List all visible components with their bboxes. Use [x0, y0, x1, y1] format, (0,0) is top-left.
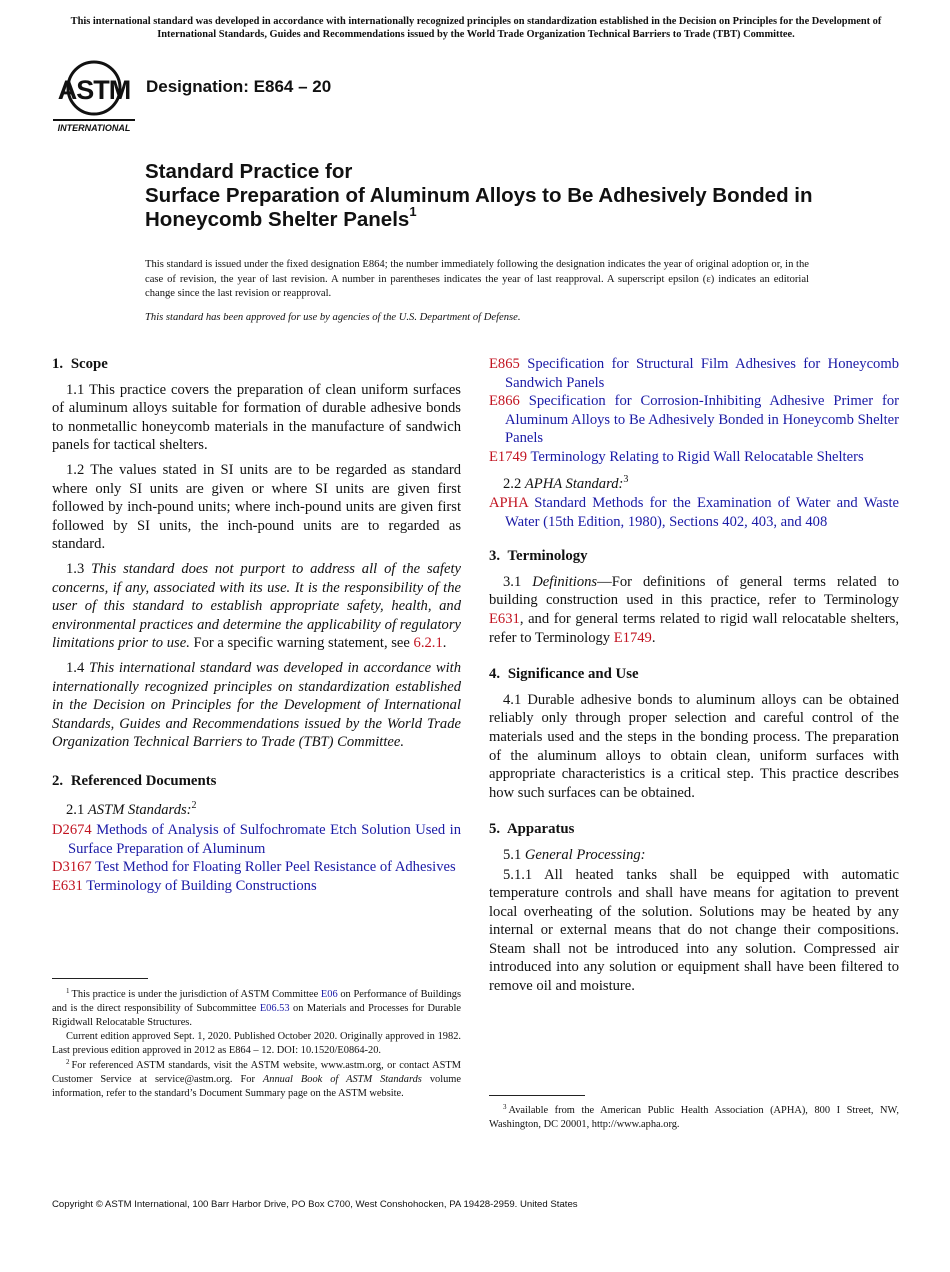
designation-label: Designation: E864 [146, 77, 294, 96]
logo-text: ASTM [57, 75, 131, 105]
section-heading-apparatus: 5. Apparatus [489, 821, 575, 838]
reference-e866[interactable]: E866 Specification for Corrosion-Inhibiting Adhesive Primer for Aluminum Alloys to Be Adhesively Bonded in Honeycomb Shelter Panels [489, 393, 899, 447]
paragraph-1-4: 1.4 This international standard was developed in accordance with internationally recognized principles on standardization established in the Decision on Principles for the Development of International Standards, Guides and Recommendations issued by the World Trade Organization Technical Barriers to Trade (TBT) Committee. [52, 659, 462, 751]
section-heading-significance: 4. Significance and Use [489, 666, 639, 683]
footnotes-right [489, 1104, 899, 1133]
footnotes-left [52, 988, 461, 1101]
approval-note: This standard has been approved for use by agencies of the U.S. Department of Defense. [145, 312, 521, 323]
designation-dash: – [293, 77, 313, 96]
link-6-2-1[interactable]: 6.2.1 [413, 635, 443, 652]
subsection-5-1: 5.1 General Processing: [503, 846, 646, 863]
issuance-note: This standard is issued under the fixed designation E864; the number immediately following the designation indicates the year of original adoption or, in the case of revision, the year of last revision. A number in parentheses indicates the year of last reapproval. A superscript epsilon (ε) indicates an editorial change since the last revision or reapproval. [145, 259, 809, 299]
copyright-footer: Copyright © ASTM International, 100 Barr Harbor Drive, PO Box C700, West Conshohocken, PA 19428-2959. United States [52, 1199, 578, 1210]
link-e631[interactable]: E631 [489, 610, 520, 627]
document-title [145, 160, 865, 232]
footnote-rule-right [489, 1095, 585, 1096]
footnote-1: $^1$ This practice is under the jurisdiction of ASTM Committee E06 on Performance of Buildings and is the direct responsibility of Subcommittee E06.53 on Materials and Processes for Durable Rigidwall Relocatable Structures. [52, 986, 462, 1028]
reference-e865[interactable]: E865 Specification for Structural Film Adhesives for Honeycomb Sandwich Panels [489, 356, 899, 391]
link-e06[interactable]: E06 [320, 989, 338, 1000]
title-line-1: Standard Practice for [145, 160, 353, 183]
reference-d3167[interactable]: D3167 Test Method for Floating Roller Peel Resistance of Adhesives [52, 859, 456, 876]
reference-e631[interactable]: E631 Terminology of Building Constructions [52, 877, 317, 894]
astm-logo [53, 57, 135, 133]
title-footnote-mark: 1 [409, 204, 417, 220]
reference-e1749[interactable]: E1749 Terminology Relating to Rigid Wall Relocatable Shelters [489, 448, 864, 465]
logo-subtext: INTERNATIONAL [57, 123, 131, 133]
top-note: This international standard was developed in accordance with internationally recognized principles on standardization established in the Decision on Principles for the Development of International Standards, Guides and Recommendations issued by the World Trade Organization Technical Barriers to Trade (TBT) Committee. [70, 16, 882, 40]
paragraph-5-1-1: 5.1.1 All heated tanks shall be equipped with automatic temperature controls and shall have means for agitation to prevent local overheating of the solution. Solutions may be heated by any internal or external means that do not change their compositions. Steam shall not be introduced into any solution. Compressed air introduced into any solution or equipment shall have been filtered to remove oil and moisture. [489, 866, 899, 995]
section-heading-referenced-documents: 2. Referenced Documents [52, 772, 217, 789]
designation [146, 77, 331, 97]
footnote-3: $^3$ Available from the American Public Health Association (APHA), 800 I Street, NW, Washington, DC 20001, http://www.apha.org. [489, 1102, 899, 1130]
subsection-2-2: 2.2 APHA Standard:$^3$ [503, 473, 629, 492]
footnote-1-edition: Current edition approved Sept. 1, 2020. Published October 2020. Originally approved in 1982. Last previous edition approved in 2012 as E864 – 12. DOI: 10.1520/E0864-20. [52, 1031, 461, 1057]
paragraph-4-1: 4.1 Durable adhesive bonds to aluminum alloys can be obtained reliably only through proper selection and careful control of the materials used and the steps in the bonding process. The preparation of the aluminum alloys to obtain clean, uniform surfaces with appropriate characteristics is a critical step. This practice describes how such surfaces can be obtained. [489, 691, 899, 801]
footnote-2: $^2$ For referenced ASTM standards, visit the ASTM website, www.astm.org, or contact ASTM Customer Service at service@astm.org. For Annual Book of ASTM Standards volume information, refer to the standard’s Document Summary page on the ASTM website. [52, 1057, 461, 1099]
paragraph-1-1: 1.1 This practice covers the preparation of clean uniform surfaces of aluminum alloys suitable for formation of durable adhesive bonds to nonmetallic honeycomb materials in the manufacture of sandwich panels for tactical shelters. [52, 381, 461, 454]
section-heading-terminology: 3. Terminology [489, 548, 588, 565]
footnote-rule-left [52, 978, 148, 979]
section-heading-scope: 1. Scope [52, 356, 108, 372]
left-column [52, 355, 461, 895]
designation-year: 20 [312, 77, 332, 96]
subsection-2-1: 2.1 ASTM Standards:$^2$ [66, 800, 197, 819]
right-column [489, 355, 899, 1002]
paragraph-1-2: 1.2 The values stated in SI units are to be regarded as standard where only SI units are given or where SI units are given first followed by inch-pound units; where inch-pound units are given first followed by SI units, the inch-pound units are to regarded as standard. [52, 461, 461, 553]
reference-d2674[interactable]: D2674 Methods of Analysis of Sulfochromate Etch Solution Used in Surface Preparation of Aluminum [52, 821, 461, 857]
paragraph-1-3: 1.3 This standard does not purport to address all of the safety concerns, if any, associated with its use. It is the responsibility of the user of this standard to establish appropriate safety, health, and environmental practices and determine the applicability of regulatory limitations prior to use. For a specific warning statement, see 6.2.1. [52, 560, 461, 652]
paragraph-3-1: 3.1 Definitions—For definitions of general terms related to building construction used in this practice, refer to Terminology E631, and for general terms related to rigid wall relocatable shelters, refer to Terminology E1749. [489, 573, 900, 646]
link-e06-53[interactable]: E06.53 [259, 1002, 290, 1014]
reference-apha[interactable]: APHA Standard Methods for the Examination of Water and Waste Water (15th Edition, 1980), Sections 402, 403, and 408 [489, 495, 899, 530]
title-line-2: Surface Preparation of Aluminum Alloys to Be Adhesively Bonded in Honeycomb Shelter Panels$^1$ [145, 184, 813, 231]
link-e1749[interactable]: E1749 [613, 629, 652, 646]
